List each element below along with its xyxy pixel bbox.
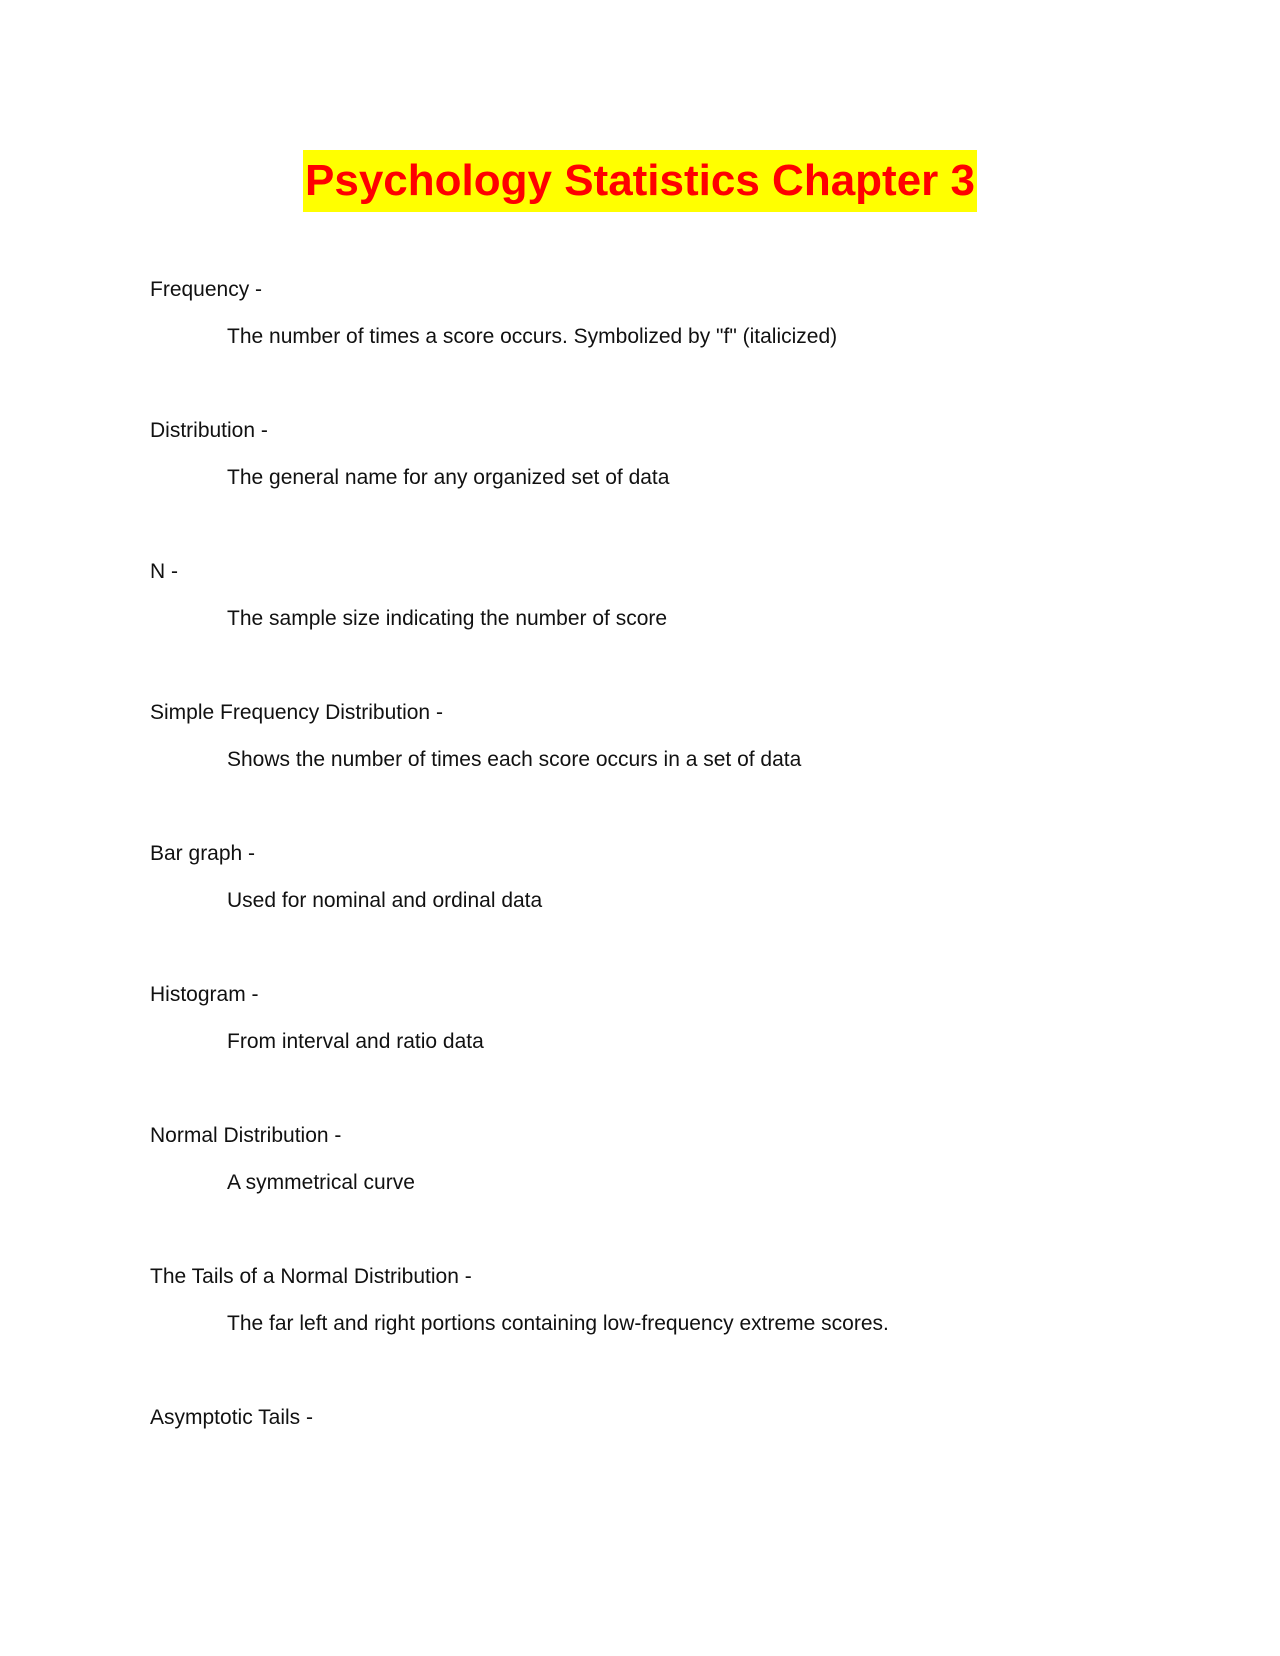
glossary-definition: The number of times a score occurs. Symbolized by "f" (italicized) [227, 325, 838, 348]
glossary-term: Bar graph - [150, 842, 256, 865]
glossary-term: Normal Distribution - [150, 1124, 342, 1147]
glossary-entry [150, 699, 1150, 840]
glossary-term: Simple Frequency Distribution - [150, 701, 443, 724]
glossary-entry [150, 276, 1150, 417]
glossary-definition: The sample size indicating the number of score [227, 607, 668, 630]
glossary-term: N - [150, 560, 178, 583]
glossary-definition: The general name for any organized set of data [227, 466, 670, 489]
glossary-definition: Used for nominal and ordinal data [227, 889, 543, 912]
glossary-definition: The far left and right portions containing low-frequency extreme scores. [227, 1312, 889, 1335]
glossary-entry [150, 981, 1150, 1122]
glossary-definition: Shows the number of times each score occurs in a set of data [227, 748, 802, 771]
glossary-term: Histogram - [150, 983, 259, 1006]
glossary-list [150, 276, 1150, 1545]
glossary-entry [150, 1263, 1150, 1404]
glossary-term: Asymptotic Tails - [150, 1406, 313, 1429]
glossary-entry [150, 417, 1150, 558]
glossary-entry [150, 840, 1150, 981]
glossary-definition: A symmetrical curve [227, 1171, 415, 1194]
glossary-entry [150, 558, 1150, 699]
glossary-term: The Tails of a Normal Distribution - [150, 1265, 472, 1288]
title-container [0, 150, 1280, 212]
glossary-definition: From interval and ratio data [227, 1030, 484, 1053]
glossary-term: Distribution - [150, 419, 268, 442]
glossary-entry [150, 1122, 1150, 1263]
glossary-term: Frequency - [150, 278, 263, 301]
page-title: Psychology Statistics Chapter 3 [303, 150, 977, 212]
glossary-entry [150, 1404, 1150, 1545]
